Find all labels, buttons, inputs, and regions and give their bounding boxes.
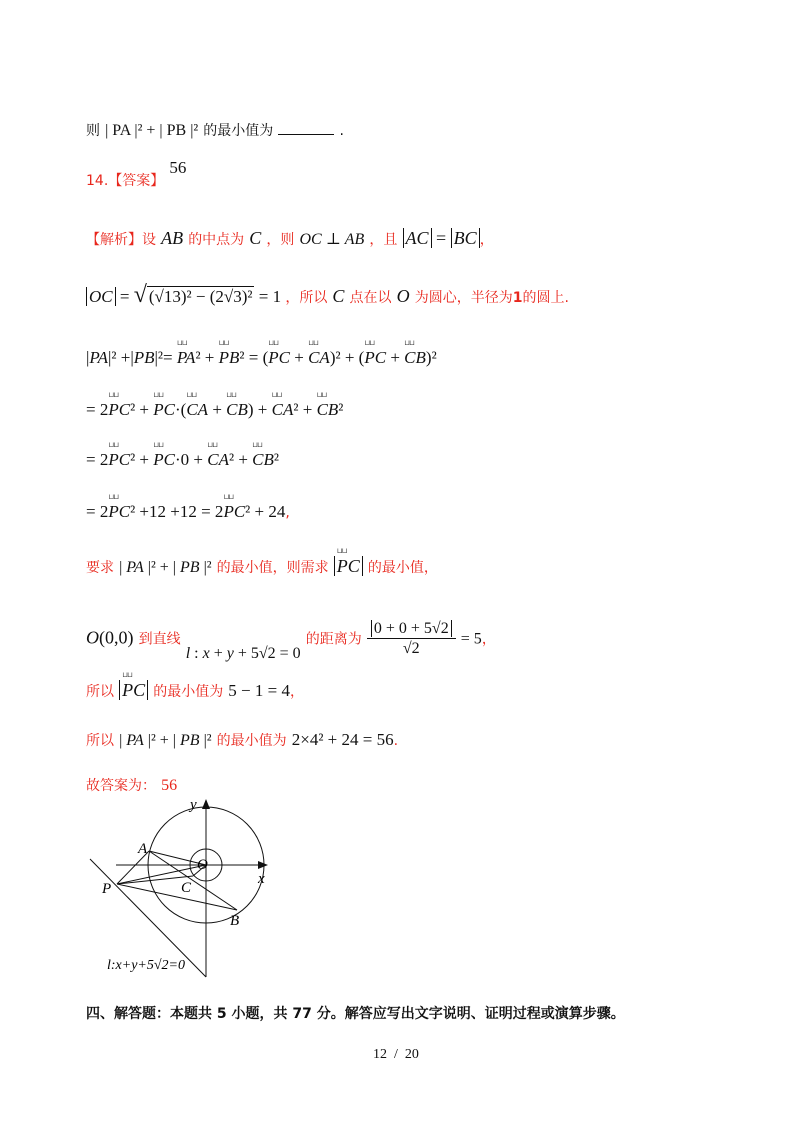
math-5-1-4: 5 − 1 = 4 — [228, 681, 290, 700]
text-require: 要求 — [86, 560, 114, 576]
final-answer-line — [86, 775, 177, 795]
derivation-line-3: = 2⊔⊔ PC² + ⊔⊔ PC·0 + ⊔⊔ CA² + ⊔⊔ CB² — [86, 450, 279, 470]
text-min-value: 的最小值为 — [203, 123, 274, 139]
text-she: 设 — [142, 232, 156, 248]
question-tail — [86, 120, 344, 140]
label-c: C — [181, 880, 192, 896]
radius-value: 1 — [512, 290, 523, 306]
label-y: y — [190, 797, 197, 813]
label-a: A — [138, 841, 148, 857]
segment-pb — [117, 884, 237, 910]
math-origin: O(0,0) — [86, 627, 134, 648]
text-final-answer: 故答案为： — [86, 778, 156, 794]
analysis-line-1 — [86, 228, 494, 249]
expr-pa-pb: | PA |² + | PB |² — [105, 122, 199, 139]
math-pa-pb-3: | PA |² + | PB |² — [119, 732, 212, 749]
math-pc-abs: ⊔⊔ PC — [334, 556, 363, 576]
text-center-radius: 为圆心，半径为 — [414, 290, 513, 306]
derivation-line-4: = 2⊔⊔ PC² +12 +12 = 2⊔⊔ PC² + 24, — [86, 502, 290, 522]
text-and: ，且 — [369, 232, 398, 248]
math-eq-5: = 5 — [460, 630, 482, 648]
label-b: B — [230, 913, 240, 929]
page-number: 12 / 20 — [373, 1047, 419, 1062]
text-min-is-2: 的最小值为 — [216, 733, 287, 749]
label-p: P — [102, 881, 112, 897]
text-so-2: 所以 — [86, 733, 114, 749]
section-title: 四、解答题：本题共 5 小题，共 77 分。解答应写出文字说明、证明过程或演算步骤。 — [86, 1006, 625, 1022]
math-pc-abs-2: ⊔⊔ PC — [119, 680, 148, 700]
text-min-need: 的最小值，则需求 — [216, 560, 329, 576]
answer-label: 14.【答案】 — [86, 173, 165, 189]
text-circle: 的圆上. — [522, 290, 569, 306]
geometry-figure — [80, 795, 280, 980]
text-so-1: 所以 — [86, 684, 114, 700]
answer-line — [86, 158, 187, 190]
analysis-label: 【解析】 — [86, 232, 142, 248]
math-line-eq: l : x + y + 5√2 = 0 — [185, 644, 301, 662]
section-header — [86, 1003, 625, 1023]
answer-blank — [278, 124, 334, 135]
text-to-line: 到直线 — [138, 631, 181, 648]
math-distance-frac: $\frac{0 + 0 + 5√2}{√2}$ — [367, 620, 456, 658]
math-final-calc: 2×4² + 24 = 56 — [291, 730, 394, 749]
math-ac-eq-bc: AC = BC — [403, 228, 480, 248]
label-o: O — [197, 857, 208, 873]
math-oc-value: OC = √ (√13)² − (2√3)² = 1 — [86, 287, 285, 306]
segment-ab — [149, 851, 237, 910]
math-oc-perp-ab: OC ⊥ AB — [299, 231, 365, 248]
derivation-line-1: |PA|² +|PB|²= ⊔⊔ PA² + ⊔⊔ PB² = (⊔⊔ PC + ⊔⊔ CA)² + (⊔⊔ PC + ⊔⊔ CB)² — [86, 348, 437, 368]
conclusion-line-2 — [86, 730, 398, 750]
requirement-line — [86, 556, 438, 577]
x-axis-arrow — [258, 861, 268, 869]
text-min-is-1: 的最小值为 — [153, 684, 224, 700]
text-so: ，所以 — [285, 290, 328, 306]
comma: ， — [479, 232, 494, 248]
comma-3: ， — [289, 684, 304, 700]
math-pa-pb-2: | PA |² + | PB |² — [119, 559, 212, 576]
period: . — [339, 123, 344, 139]
period-2: . — [393, 733, 399, 749]
text-ze: 则 — [86, 123, 100, 139]
derivation-line-2: = 2⊔⊔ PC² + ⊔⊔ PC·(⊔⊔ CA + ⊔⊔ CB) + ⊔⊔ CA² + ⊔⊔ CB² — [86, 400, 343, 420]
math-ab: AB — [161, 228, 184, 248]
analysis-line-2 — [86, 282, 569, 309]
answer-value: 56 — [169, 158, 187, 177]
math-c2: C — [332, 286, 345, 306]
label-x: x — [258, 871, 265, 887]
math-o: O — [396, 286, 410, 306]
math-c: C — [249, 228, 262, 248]
text-distance-is: 的距离为 — [305, 631, 362, 648]
comma-2: ， — [481, 631, 496, 648]
distance-line — [86, 620, 496, 662]
text-then: ，则 — [266, 232, 295, 248]
conclusion-line-1 — [86, 680, 304, 701]
text-midpoint: 的中点为 — [188, 232, 245, 248]
text-point-at: 点在以 — [349, 290, 392, 306]
label-line-eq: l:x+y+5√2=0 — [107, 958, 186, 973]
text-min-value-2: 的最小值， — [367, 560, 438, 576]
final-answer-value: 56 — [161, 777, 178, 794]
